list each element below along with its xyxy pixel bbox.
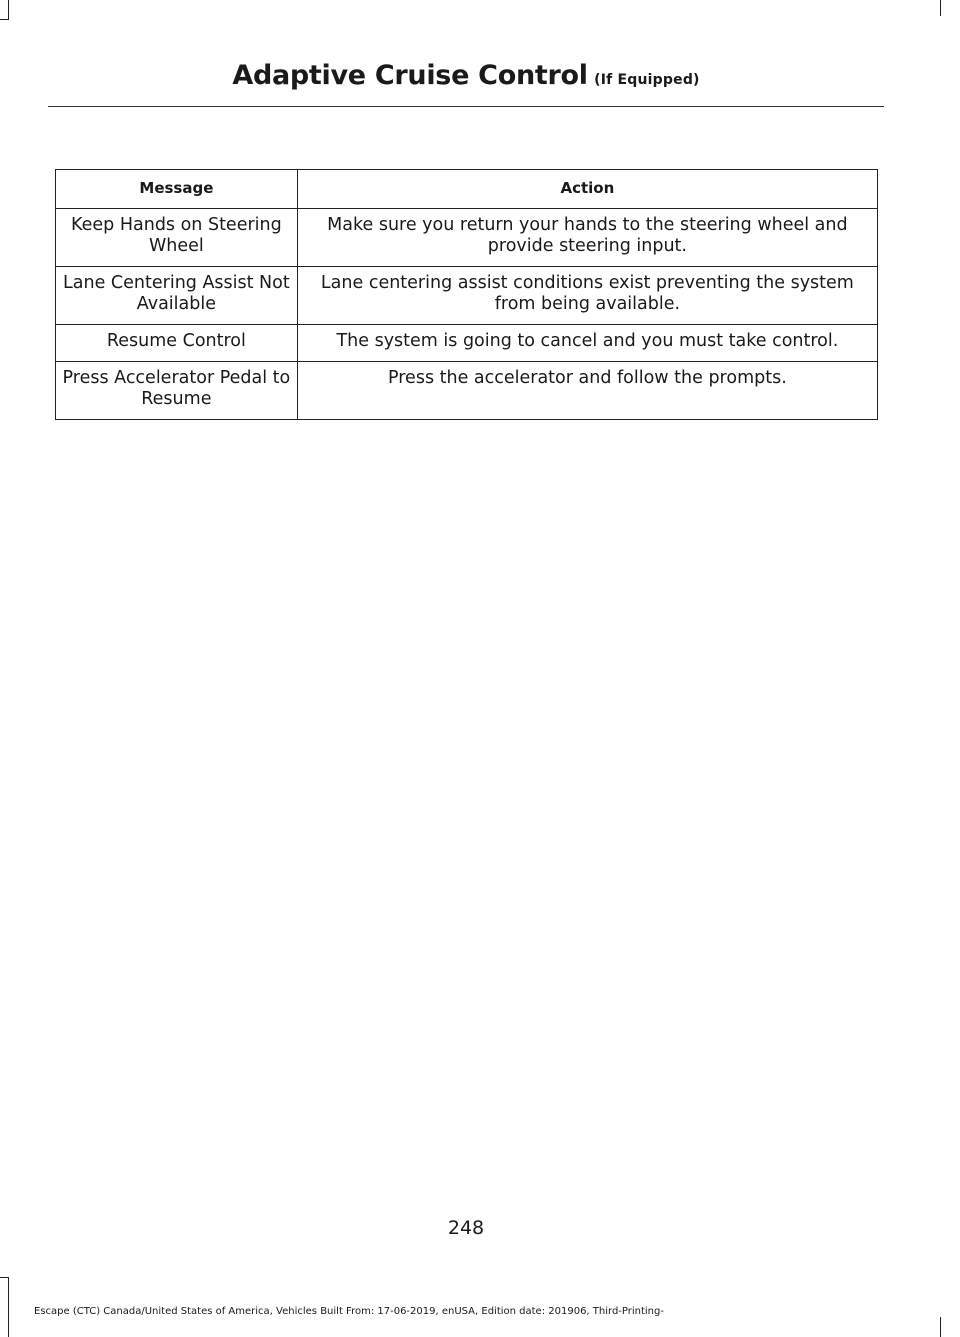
crop-mark-top-left-horizontal	[0, 19, 9, 20]
message-cell: Keep Hands on Steering Wheel	[56, 209, 298, 267]
table-row	[56, 362, 878, 420]
action-cell: Press the accelerator and follow the prompts.	[297, 362, 877, 420]
footer-edition-info: Escape (CTC) Canada/United States of America, Vehicles Built From: 17-06-2019, enUSA, Edition date: 201906, Third-Printing-	[34, 1306, 664, 1317]
crop-mark-bottom-right	[940, 1317, 941, 1337]
crop-mark-top-right	[940, 0, 941, 16]
message-cell: Press Accelerator Pedal to Resume	[56, 362, 298, 420]
page-title: Adaptive Cruise Control	[232, 60, 588, 91]
action-cell: The system is going to cancel and you must take control.	[297, 325, 877, 362]
crop-mark-bottom-left-vertical	[8, 1277, 9, 1337]
table-header-row	[56, 170, 878, 209]
message-cell: Resume Control	[56, 325, 298, 362]
column-header-action: Action	[297, 170, 877, 209]
action-cell: Make sure you return your hands to the steering wheel and provide steering input.	[297, 209, 877, 267]
crop-mark-bottom-left-horizontal	[0, 1277, 9, 1278]
table-row	[56, 209, 878, 267]
page-header	[48, 56, 884, 107]
message-cell: Lane Centering Assist Not Available	[56, 267, 298, 325]
table-row	[56, 325, 878, 362]
message-action-table	[55, 169, 878, 420]
table-row	[56, 267, 878, 325]
page-number: 248	[447, 1217, 485, 1239]
page-title-qualifier: (If Equipped)	[594, 72, 700, 88]
crop-mark-top-left-vertical	[8, 0, 9, 20]
action-cell: Lane centering assist conditions exist preventing the system from being available.	[297, 267, 877, 325]
column-header-message: Message	[56, 170, 298, 209]
